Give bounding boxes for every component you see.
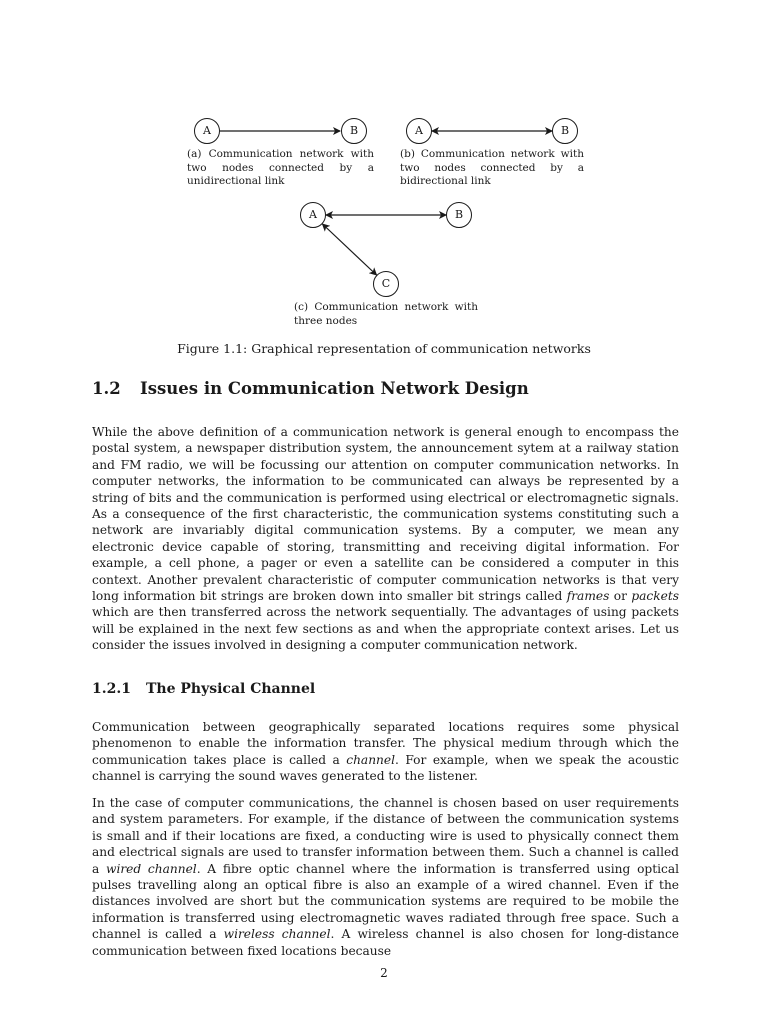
section-title: Issues in Communication Network Design bbox=[140, 379, 529, 398]
subsection-number: 1.2.1 bbox=[92, 681, 131, 697]
text-run: In the case of computer communications, the channel is chosen based on user requirements and system parameters. For example, if the distance of between the communication systems is small and if their locations are fixed, a conducting wire is used to physically connect them and electrical signals are used to transfer information between them. Such a channel is called a bbox=[92, 796, 679, 876]
text-run: . A fibre optic channel where the information is transferred using optical pulses travelling along an optical fibre is also an example of a wired channel. Even if the distances involved are short but the communication systems are required to be mobile the information is transferred using electromagnetic waves radiated through free space. Such a channel is called a bbox=[92, 861, 679, 942]
node-label-b: B bbox=[454, 208, 464, 221]
page-number: 2 bbox=[380, 966, 388, 980]
node-label-a: A bbox=[309, 208, 317, 221]
text-run: . For example, when we speak the acoustic channel is carrying the sound waves generated to the listener. bbox=[92, 752, 679, 784]
figure-panel-c bbox=[294, 201, 484, 331]
node-label-b: B bbox=[560, 124, 570, 137]
text-run: . A wireless channel is also chosen for long-distance communication between fixed locations because bbox=[92, 927, 679, 958]
figure-panel-a bbox=[187, 117, 377, 192]
subsection-paragraph-2 bbox=[92, 795, 679, 959]
text-run: which are then transferred across the network sequentially. The advantages of using packets will be explained in the next few sections as and when the appropriate context arises. Let us consider the issues involved in designing a computer communication network. bbox=[92, 605, 679, 653]
emphasis-wireless-channel: wireless channel bbox=[223, 927, 331, 942]
node-label-a: A bbox=[203, 124, 211, 137]
emphasis-channel: channel bbox=[346, 752, 395, 767]
text-run: While the above definition of a communication network is general enough to encompass the postal system, a newspaper distribution system, the announcement sytem at a railway station and FM radio, we will be focussing our attention on computer communication networks. In computer networks, the information to be communicated can always be represented by a string of bits and the communication is performed using electrical or electromagnetic signals. As a consequence of the first characteristic, the communication systems constituting such a network are invariably digital communication systems. By a computer, we mean any electronic device capable of storing, transmitting and receiving digital information. For example, a cell phone, a pager or even a satellite can be considered a computer in this context. Another prevalent characteristic of computer communication networks is that very long information bit strings are broken down into smaller bit strings called bbox=[92, 425, 679, 604]
text-run: Communication between geographically separated locations requires some physical phenomenon to enable the information transfer. The physical medium through which the communication takes place is called a bbox=[92, 720, 679, 767]
node-label-b: B bbox=[349, 124, 359, 137]
figure-panel-b bbox=[400, 117, 590, 192]
subfigure-caption-c: (c) Communication network with three nodes bbox=[294, 301, 478, 327]
subsection-paragraph-1 bbox=[92, 719, 679, 785]
section-heading bbox=[92, 379, 529, 398]
emphasis-wired-channel: wired channel bbox=[106, 861, 197, 876]
subsection-title: The Physical Channel bbox=[146, 681, 316, 697]
emphasis-frames: frames bbox=[566, 589, 610, 604]
section-paragraph bbox=[92, 424, 679, 654]
figure-caption: Figure 1.1: Graphical representation of communication networks bbox=[177, 341, 591, 356]
text-run: or bbox=[609, 589, 632, 604]
subsection-heading bbox=[92, 681, 315, 697]
node-label-c: C bbox=[381, 277, 391, 290]
node-label-a: A bbox=[415, 124, 423, 137]
section-number: 1.2 bbox=[92, 379, 121, 398]
link-a-c bbox=[323, 224, 377, 275]
emphasis-packets: packets bbox=[631, 589, 679, 604]
subfigure-caption-b: (b) Communication network with two nodes connected by a bidirectional link bbox=[400, 148, 584, 187]
subfigure-caption-a: (a) Communication network with two nodes connected by a unidirectional link bbox=[187, 148, 374, 187]
